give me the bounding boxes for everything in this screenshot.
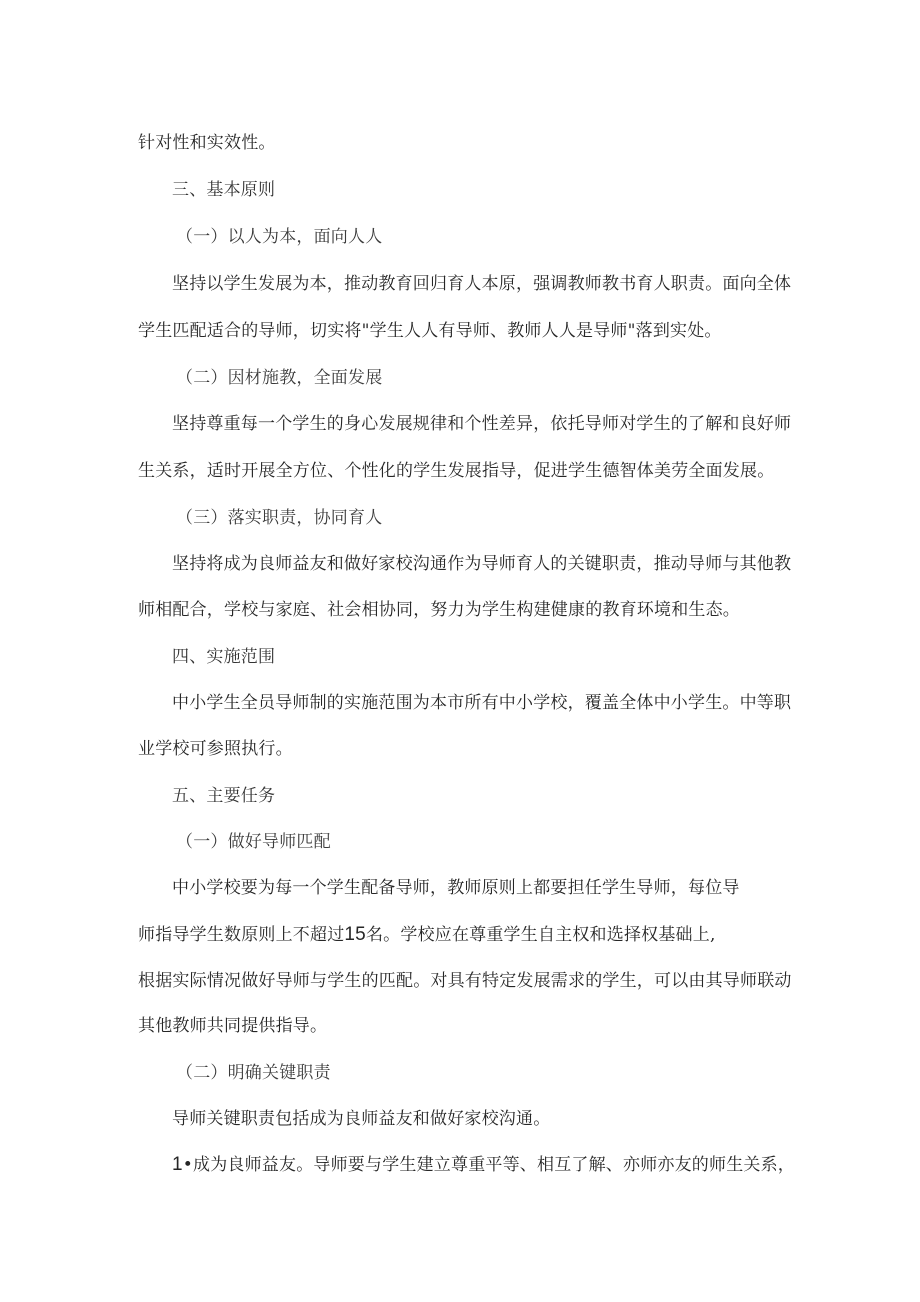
paragraph-line: 导师关键职责包括成为良师益友和做好家校沟通。 [172, 1109, 551, 1129]
paragraph-line: 中小学生全员导师制的实施范围为本市所有中小学校，覆盖全体中小学生。中等职 [172, 693, 792, 713]
text-segment: •成为良师益友。导师要与学生建立尊重平等、相互了解、亦师亦友的师生关系， [182, 1155, 796, 1175]
paragraph-line: 根据实际情况做好导师与学生的匹配。对具有特定发展需求的学生，可以由其导师联动 [138, 971, 792, 991]
section-heading-scope: 四、实施范围 [172, 647, 276, 667]
text-segment: 师指导学生数原则上不超过 [138, 925, 345, 945]
list-item-1 [172, 1153, 795, 1177]
text-segment: 名。学校应在尊重学生自主权和选择权基础上, [365, 925, 716, 945]
subheading-people-oriented: （一）以人为本，面向人人 [176, 227, 383, 247]
paragraph-line: 生关系，适时开展全方位、个性化的学生发展指导，促进学生德智体美劳全面发展。 [138, 461, 775, 481]
paragraph-line: 坚持尊重每一个学生的身心发展规律和个性差异，依托导师对学生的了解和良好师 [172, 414, 792, 434]
paragraph-line: 中小学校要为每一个学生配备导师，教师原则上都要担任学生导师，每位导 [172, 878, 740, 898]
paragraph-line: 其他教师共同提供指导。 [138, 1016, 328, 1036]
section-heading-principles: 三、基本原则 [172, 180, 276, 200]
subheading-matching: （一）做好导师匹配 [176, 832, 331, 852]
subheading-individualized: （二）因材施教，全面发展 [176, 368, 383, 388]
paragraph-line: 坚持以学生发展为本，推动教育回归育人本原，强调教师教书育人职责。面向全体 [172, 274, 792, 294]
paragraph-line: 师相配合，学校与家庭、社会相协同，努力为学生构建健康的教育环境和生态。 [138, 600, 740, 620]
section-heading-tasks: 五、主要任务 [172, 786, 276, 806]
paragraph-line: 业学校可参照执行。 [138, 739, 293, 759]
student-limit-number: 15 [344, 924, 366, 945]
paragraph-continuation: 针对性和实效性。 [138, 133, 276, 153]
list-number: 1 [172, 1154, 183, 1175]
paragraph-line-with-number [138, 923, 716, 947]
subheading-key-duties: （二）明确关键职责 [176, 1063, 331, 1083]
paragraph-line: 坚持将成为良师益友和做好家校沟通作为导师育人的关键职责，推动导师与其他教 [172, 554, 792, 574]
paragraph-line: 学生匹配适合的导师，切实将"学生人人有导师、教师人人是导师"落到实处。 [138, 321, 722, 341]
subheading-responsibilities: （三）落实职责，协同育人 [176, 508, 383, 528]
